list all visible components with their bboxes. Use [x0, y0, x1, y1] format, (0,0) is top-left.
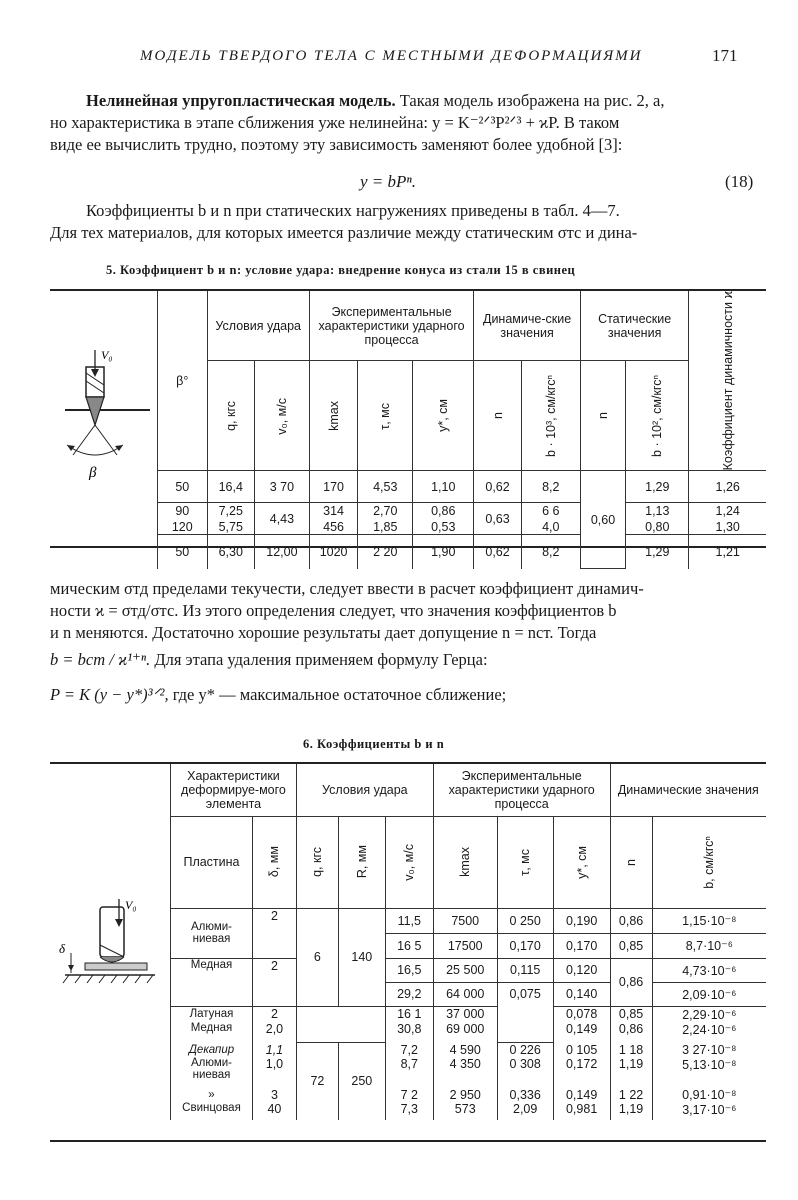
- cell-tau: 0,115: [497, 958, 553, 982]
- paragraph-text: где y* — максимальное остаточное сближение;: [168, 685, 507, 704]
- header-deformable-element: Характеристики деформируе-мого элемента: [171, 764, 297, 816]
- cell-kmax: 2 950: [433, 1087, 497, 1102]
- header-R: R, мм: [354, 845, 369, 879]
- cell-tau: 1,85: [358, 519, 413, 535]
- header-b: b, см/кгсⁿ: [702, 835, 717, 889]
- cell-n: 0,63: [474, 503, 521, 535]
- table-row: [171, 1057, 767, 1087]
- cell-plate: Декапир: [171, 1042, 253, 1057]
- cell-delta: 3: [252, 1087, 296, 1102]
- cell-b: 2,09·10⁻⁶: [652, 982, 766, 1006]
- cell-R: 140: [338, 908, 385, 1006]
- plate-impact-figure: [55, 895, 165, 995]
- cell-v0: 30,8: [385, 1022, 433, 1042]
- formula-b: b = bст / ϰ¹⁺ⁿ.: [50, 650, 151, 669]
- cell-n: 0,85: [610, 933, 652, 958]
- header-n-static: n: [596, 412, 610, 420]
- cell-b: 8,7·10⁻⁶: [652, 933, 766, 958]
- cell-b-static: 1,29: [626, 535, 689, 569]
- formula-hertz: P = K (y − y*)³ᐟ²,: [50, 685, 169, 704]
- cell-tau: 0 226: [497, 1042, 553, 1057]
- paragraph-nonlinear-model: [50, 90, 766, 156]
- cell-kmax: 170: [309, 471, 358, 503]
- cell-ystar: 0,53: [413, 519, 474, 535]
- header-n-dynamic: n: [490, 412, 505, 420]
- header-tau: τ, мс: [378, 402, 393, 430]
- cell-delta: 2: [252, 1006, 296, 1022]
- cell-b: 3 27·10⁻⁸: [652, 1042, 766, 1057]
- header-ystar: y*, см: [574, 845, 589, 879]
- cell-q: 6: [296, 908, 338, 1006]
- cell-b: 2,24·10⁻⁶: [652, 1022, 766, 1042]
- cell-ystar: 0,120: [553, 958, 610, 982]
- cell-kmax: 17500: [433, 933, 497, 958]
- cell-ystar: 1,90: [413, 535, 474, 569]
- running-header-title: МОДЕЛЬ ТВЕРДОГО ТЕЛА С МЕСТНЫМИ ДЕФОРМАЦИЯМИ: [140, 48, 643, 64]
- table-row: [171, 958, 767, 982]
- cell-ystar: 0,86: [413, 503, 474, 519]
- header-tau: τ, мс: [518, 848, 533, 876]
- cell-beta: 120: [158, 519, 208, 535]
- formula-b-line: [50, 650, 488, 670]
- header-q: q, кгс: [223, 400, 238, 431]
- equation-number: (18): [725, 172, 754, 191]
- cell-b: 6 6: [521, 503, 580, 519]
- header-dynamic: Динамические значения: [610, 764, 766, 816]
- paragraph-text: Коэффициенты b и n при статических нагружениях приведены в табл. 4—7.: [86, 201, 620, 220]
- cell-kmax: 4 590: [433, 1042, 497, 1057]
- cell-empty: [296, 1006, 385, 1042]
- table-row: [171, 1042, 767, 1057]
- header-n: n: [624, 858, 639, 866]
- cell-b: 4,73·10⁻⁶: [652, 958, 766, 982]
- cell-delta: 2: [252, 958, 296, 1006]
- header-delta: δ, мм: [267, 846, 282, 878]
- paragraph-text: мическим σтд пределами текучести, следует ввести в расчет коэффициент динамич-: [50, 579, 644, 598]
- cell-v0: 7 2: [385, 1087, 433, 1102]
- cell-ystar: 0,981: [553, 1102, 610, 1120]
- cell-q: 6,30: [207, 535, 254, 569]
- cell-beta: 50: [158, 535, 208, 569]
- header-beta: β°: [158, 291, 208, 471]
- cell-tau: 0,336: [497, 1087, 553, 1102]
- cell-q: 72: [296, 1042, 338, 1120]
- paragraph-text: виде ее вычислить трудно, поэтому эту зависимость заменяют более удобной [3]:: [50, 135, 623, 154]
- header-experimental: Экспериментальные характеристики ударного процесса: [433, 764, 610, 816]
- cell-kappa: 1,26: [689, 471, 766, 503]
- cell-kmax: 64 000: [433, 982, 497, 1006]
- cell-v0: 8,7: [385, 1057, 433, 1087]
- cell-kmax: 25 500: [433, 958, 497, 982]
- cell-ystar: 0,149: [553, 1087, 610, 1102]
- cell-ystar: 0,078: [553, 1006, 610, 1022]
- cell-kappa: 1,21: [689, 535, 766, 569]
- paragraph-dynamic-coefficient: [50, 578, 766, 644]
- cell-tau: 2 20: [358, 535, 413, 569]
- cell-ystar: 0,170: [553, 933, 610, 958]
- header-dynamic: Динамиче-ские значения: [474, 291, 581, 361]
- cell-delta: 1,1: [252, 1042, 296, 1057]
- table6-caption: 6. Коэффициенты b и n: [303, 737, 445, 751]
- table6: [170, 764, 766, 1120]
- header-q: q, кгс: [310, 847, 325, 877]
- cell-n-static: 0,60: [580, 471, 625, 569]
- cell-n: 1,19: [610, 1102, 652, 1120]
- header-b-static: b · 10², см/кгсⁿ: [650, 374, 665, 457]
- beta-angle-label: β: [89, 465, 97, 480]
- cell-n: 0,86: [610, 958, 652, 1006]
- cell-q: 7,25: [207, 503, 254, 519]
- cell-R: 250: [338, 1042, 385, 1120]
- cell-kappa: 1,24: [689, 503, 766, 519]
- cell-v0: 16 5: [385, 933, 433, 958]
- cell-beta: 50: [158, 471, 208, 503]
- paragraph-text: и n меняются. Достаточно хорошие результаты дает допущение n = nст. Тогда: [50, 623, 597, 642]
- header-impact-conditions: Условия удара: [296, 764, 433, 816]
- cell-ystar: 0,172: [553, 1057, 610, 1087]
- header-b-dynamic: b · 10³, см/кгсⁿ: [543, 374, 558, 457]
- table-row: [158, 519, 767, 535]
- cell-tau: 2,09: [497, 1102, 553, 1120]
- cell-kmax: 314: [309, 503, 358, 519]
- table-row: [158, 535, 767, 569]
- equation-18: y = bPⁿ.: [360, 172, 417, 191]
- cell-plate: Свинцовая: [171, 1102, 253, 1120]
- cell-plate: »: [171, 1087, 253, 1102]
- cell-plate: Медная: [171, 1022, 253, 1042]
- cell-v0: 16 1: [385, 1006, 433, 1022]
- cell-v0: 7,2: [385, 1042, 433, 1057]
- paragraph-text: Такая модель изображена на рис. 2, а,: [395, 91, 665, 110]
- cell-tau: 0,075: [497, 982, 553, 1042]
- cell-v0: 29,2: [385, 982, 433, 1006]
- cell-b: 4,0: [521, 519, 580, 535]
- header-v0: v₀, м/с: [402, 843, 417, 881]
- cell-delta: 40: [252, 1102, 296, 1120]
- cell-plate: Алюми-ниевая: [171, 1057, 253, 1087]
- cell-kmax: 4 350: [433, 1057, 497, 1087]
- cell-b-static: 1,13: [626, 503, 689, 519]
- cell-kmax: 1020: [309, 535, 358, 569]
- cell-n: 0,62: [474, 471, 521, 503]
- cell-v0: 16,5: [385, 958, 433, 982]
- cell-plate: Медная: [171, 958, 253, 1006]
- cell-v0: 11,5: [385, 908, 433, 933]
- cell-b: 8,2: [521, 471, 580, 503]
- paragraph-text: Для этапа удаления применяем формулу Герца:: [150, 650, 488, 669]
- cell-n: 1 18: [610, 1042, 652, 1057]
- cell-v0: 4,43: [255, 503, 310, 535]
- table5: [157, 291, 766, 569]
- formula-hertz-line: [50, 685, 506, 705]
- cell-beta: 90: [158, 503, 208, 519]
- cell-n: 0,62: [474, 535, 521, 569]
- cell-ystar: 0,140: [553, 982, 610, 1006]
- cell-delta: 2,0: [252, 1022, 296, 1042]
- cell-n: 0,86: [610, 1022, 652, 1042]
- table-row: [171, 908, 767, 933]
- cell-v0: 12,00: [255, 535, 310, 569]
- table-row: [158, 503, 767, 519]
- cell-b: 3,17·10⁻⁶: [652, 1102, 766, 1120]
- cell-n: 0,86: [610, 908, 652, 933]
- paragraph-text: но характеристика в этапе сближения уже нелинейна: y = K⁻²ᐟ³P²ᐟ³ + ϰP. В таком: [50, 113, 620, 132]
- cell-b-static: 1,29: [626, 471, 689, 503]
- paragraph-text: Для тех материалов, для которых имеется различие между статическим σтс и дина-: [50, 223, 638, 242]
- paragraph-lead: Нелинейная упругопластическая модель.: [86, 91, 396, 110]
- cell-tau: 2,70: [358, 503, 413, 519]
- cell-kmax: 456: [309, 519, 358, 535]
- page-number: 171: [712, 46, 738, 65]
- cell-v0: 3 70: [255, 471, 310, 503]
- paragraph-text: ности ϰ = σтд/σтс. Из этого определения следует, что значения коэффициентов b: [50, 601, 617, 620]
- cell-b: 2,29·10⁻⁶: [652, 1006, 766, 1022]
- cell-ystar: 0 105: [553, 1042, 610, 1057]
- table5-caption: 5. Коэффициент b и n: условие удара: внедрение конуса из стали 15 в свинец: [106, 263, 576, 277]
- cell-ystar: 1,10: [413, 471, 474, 503]
- header-experimental: Экспериментальные характеристики ударного процесса: [309, 291, 473, 361]
- cell-tau: 0 308: [497, 1057, 553, 1087]
- cell-q: 5,75: [207, 519, 254, 535]
- header-ystar: y*, см: [436, 399, 451, 433]
- cell-tau: 0 250: [497, 908, 553, 933]
- cell-kmax: 7500: [433, 908, 497, 933]
- cell-b: 1,15·10⁻⁸: [652, 908, 766, 933]
- cell-kappa: 1,30: [689, 519, 766, 535]
- delta-label: δ: [59, 941, 66, 956]
- header-kmax: kmax: [326, 400, 341, 431]
- header-plate: Пластина: [171, 816, 253, 908]
- cell-kmax: 69 000: [433, 1022, 497, 1042]
- cone-indentation-figure: [55, 345, 155, 480]
- cell-n: 1,19: [610, 1057, 652, 1087]
- cell-v0: 7,3: [385, 1102, 433, 1120]
- cell-delta: 2: [252, 908, 296, 958]
- cell-ystar: 0,190: [553, 908, 610, 933]
- table-row: [171, 1087, 767, 1102]
- table-row: [171, 1006, 767, 1022]
- cell-kmax: 573: [433, 1102, 497, 1120]
- cell-tau: 0,170: [497, 933, 553, 958]
- cell-ystar: 0,149: [553, 1022, 610, 1042]
- velocity-label: V₀: [125, 898, 137, 912]
- cell-n: 1 22: [610, 1087, 652, 1102]
- cell-b: 0,91·10⁻⁸: [652, 1087, 766, 1102]
- cell-b: 5,13·10⁻⁸: [652, 1057, 766, 1087]
- velocity-label: V₀: [101, 348, 113, 362]
- cell-b-static: 0,80: [626, 519, 689, 535]
- table-row: [171, 1102, 767, 1120]
- cell-tau: 4,53: [358, 471, 413, 503]
- header-kmax: kmax: [458, 847, 473, 877]
- header-v0: v₀, м/с: [274, 397, 289, 435]
- header-impact-conditions: Условия удара: [207, 291, 309, 361]
- cell-kmax: 37 000: [433, 1006, 497, 1022]
- table-row: [158, 471, 767, 503]
- paragraph-coefficients: [50, 200, 766, 244]
- cell-plate: Алюми-ниевая: [171, 908, 253, 958]
- cell-b: 8,2: [521, 535, 580, 569]
- table-row: [171, 1022, 767, 1042]
- header-static: Статические значения: [580, 291, 689, 361]
- cell-delta: 1,0: [252, 1057, 296, 1087]
- cell-n: 0,85: [610, 1006, 652, 1022]
- cell-plate: Латуная: [171, 1006, 253, 1022]
- cell-q: 16,4: [207, 471, 254, 503]
- header-dynamic-coefficient: Коэффициент динамичности ϰ: [720, 291, 735, 471]
